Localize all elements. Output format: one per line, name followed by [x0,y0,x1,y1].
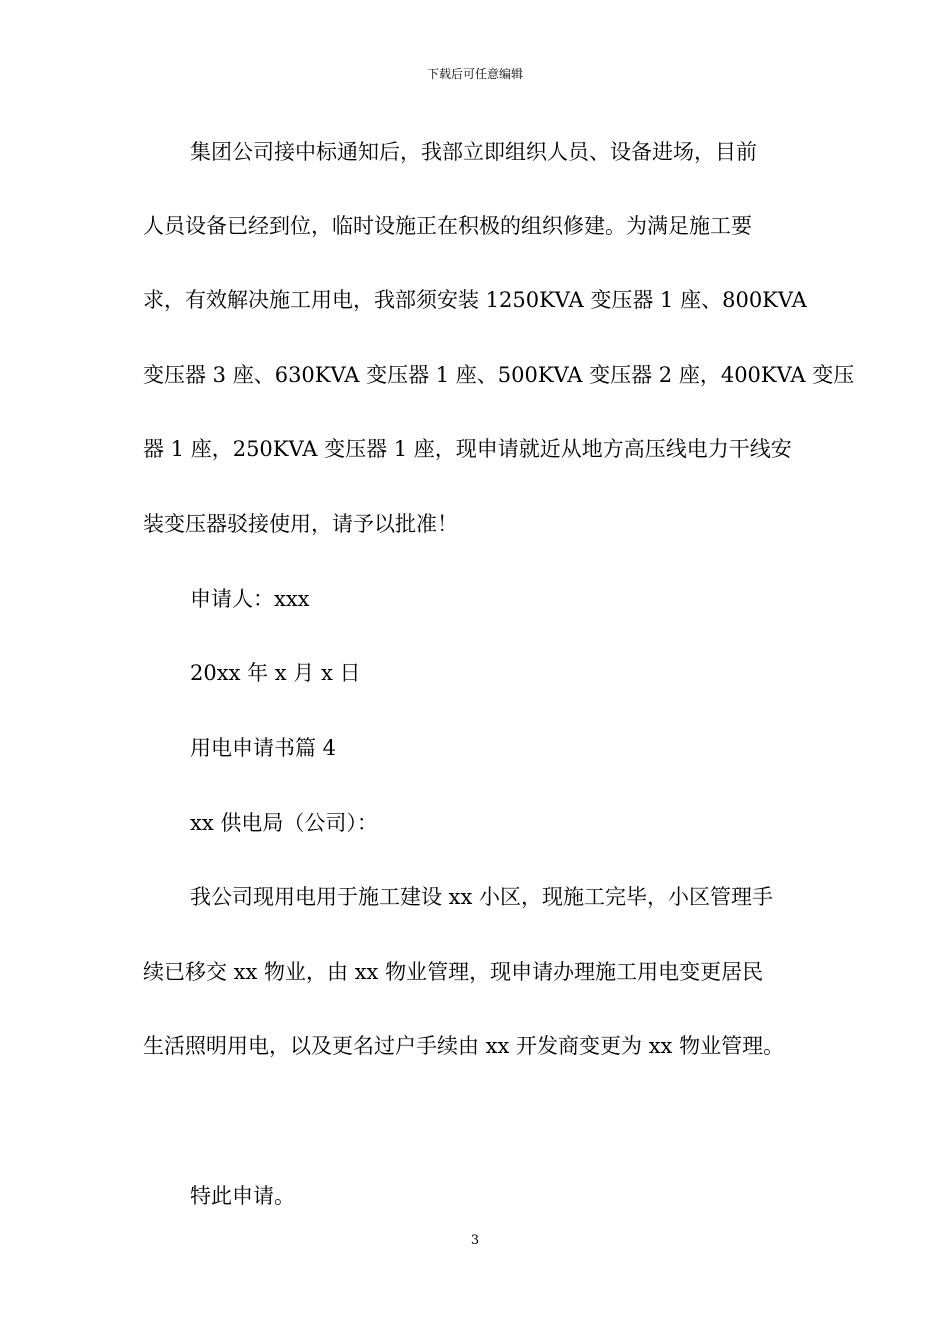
paragraph-line: 续已移交 xx 物业，由 xx 物业管理，现申请办理施工用电变更居民 [143,960,764,984]
addressee-line: xx 供电局（公司）： [190,811,378,835]
paragraph-line: 求，有效解决施工用电，我部须安装 1250KVA 变压器 1 座、800KVA [143,288,807,312]
applicant-line: 申请人：xxx [190,587,310,611]
paragraph-line: 人员设备已经到位，临时设施正在积极的组织修建。为满足施工要 [143,214,752,238]
closing-line: 特此申请。 [190,1184,295,1208]
paragraph-line: 集团公司接中标通知后，我部立即组织人员、设备进场，目前 [190,140,757,164]
date-line: 20xx 年 x 月 x 日 [190,661,361,685]
paragraph-line: 变压器 3 座、630KVA 变压器 1 座、500KVA 变压器 2 座，400KVA 变压 [143,363,855,387]
paragraph-line: 器 1 座，250KVA 变压器 1 座，现申请就近从地方高压线电力干线安 [143,437,792,461]
page-number: 3 [470,1233,480,1248]
paragraph-line: 装变压器驳接使用，请予以批准！ [143,512,458,536]
paragraph-line: 我公司现用电用于施工建设 xx 小区，现施工完毕，小区管理手 [190,885,774,909]
page-header: 下载后可任意编辑 [426,67,523,81]
section-title: 用电申请书篇 4 [190,736,337,760]
paragraph-line: 生活照明用电，以及更名过户手续由 xx 开发商变更为 xx 物业管理。 [143,1034,785,1058]
